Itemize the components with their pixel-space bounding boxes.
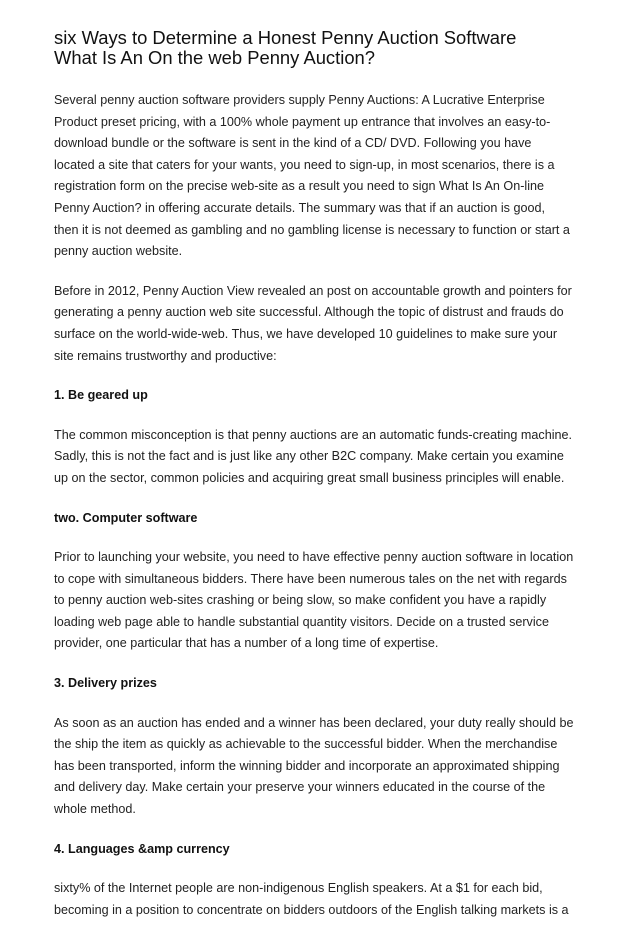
- paragraph-line: and delivery day. Make certain your preserve your winners educated in the course of the: [54, 780, 546, 795]
- body-paragraph: [54, 878, 594, 921]
- document-title: [54, 28, 594, 68]
- paragraph-line: download bundle or the software is sent in the kind of a CD/ DVD. Following you have: [54, 136, 532, 151]
- document-page: [54, 28, 594, 939]
- paragraph-line: provider, one particular that has a number of a long time of expertise.: [54, 636, 439, 651]
- section-heading-text: 3. Delivery prizes: [54, 676, 157, 691]
- paragraph-line: loading web page able to handle substantial quantity visitors. Decide on a trusted service: [54, 614, 549, 629]
- paragraph-line: located a site that caters for your wants, you need to sign-up, in most scenarios, there is a: [54, 157, 555, 172]
- paragraph-line: then it is not deemed as gambling and no gambling license is necessary to function or start a: [54, 222, 570, 237]
- paragraph-line: to penny auction web-sites crashing or being slow, so make confident you have a rapidly: [54, 593, 547, 608]
- body-paragraph: [54, 425, 594, 490]
- paragraph-line: Penny Auction? in offering accurate details. The summary was that if an auction is good,: [54, 200, 545, 215]
- paragraph-line: sixty% of the Internet people are non-indigenous English speakers. At a $1 for each bid,: [54, 881, 543, 896]
- paragraph-line: site remains trustworthy and productive:: [54, 348, 277, 363]
- paragraph-line: surface on the world-wide-web. Thus, we have developed 10 guidelines to make sure your: [54, 326, 558, 341]
- paragraph-line: the ship the item as quickly as achievable to the successful bidder. When the merchandise: [54, 737, 558, 752]
- body-paragraph: [54, 713, 594, 821]
- section-heading-text: 1. Be geared up: [54, 388, 148, 403]
- paragraph-line: penny auction website.: [54, 244, 183, 259]
- paragraph-line: becoming in a position to concentrate on bidders outdoors of the English talking markets is a: [54, 902, 569, 917]
- paragraph-line: Several penny auction software providers supply Penny Auctions: A Lucrative Enterprise: [54, 93, 545, 107]
- paragraph-line: Before in 2012, Penny Auction View revealed an post on accountable growth and pointers for: [54, 283, 572, 298]
- paragraph-line: generating a penny auction web site successful. Although the topic of distrust and frauds do: [54, 305, 564, 320]
- paragraph-line: to cope with simultaneous bidders. There have been numerous tales on the net with regards: [54, 571, 567, 586]
- paragraph-line: As soon as an auction has ended and a winner has been declared, your duty really should be: [54, 715, 574, 730]
- paragraph-line: registration form on the precise web-site as a result you need to sign What Is An On-line: [54, 179, 544, 194]
- paragraph-line: has been transported, inform the winning bidder and incorporate an approximated shipping: [54, 758, 560, 773]
- body-paragraph: [54, 281, 594, 367]
- section-heading: [54, 385, 594, 407]
- body-paragraph: [54, 90, 594, 263]
- body-paragraph: [54, 547, 594, 655]
- paragraph-line: The common misconception is that penny auctions are an automatic funds-creating machine.: [54, 427, 573, 442]
- section-heading: [54, 508, 594, 530]
- paragraph-line: Sadly, this is not the fact and is just like any other B2C company. Make certain you examine: [54, 449, 564, 464]
- section-heading: [54, 839, 594, 861]
- section-heading: [54, 673, 594, 695]
- paragraph-line: Prior to launching your website, you need to have effective penny auction software in location: [54, 550, 574, 565]
- paragraph-line: whole method.: [54, 802, 136, 817]
- paragraph-line: up on the sector, common policies and acquiring great small business principles will enable.: [54, 470, 565, 485]
- section-heading-text: 4. Languages &amp currency: [54, 841, 230, 856]
- document-body: [54, 90, 594, 921]
- paragraph-line: Product preset pricing, with a 100% whole payment up entrance that involves an easy-to-: [54, 114, 551, 129]
- document-title-line-2: What Is An On the web Penny Auction?: [54, 47, 376, 68]
- section-heading-text: two. Computer software: [54, 510, 198, 525]
- document-title-line-1: six Ways to Determine a Honest Penny Auction Software: [54, 27, 517, 48]
